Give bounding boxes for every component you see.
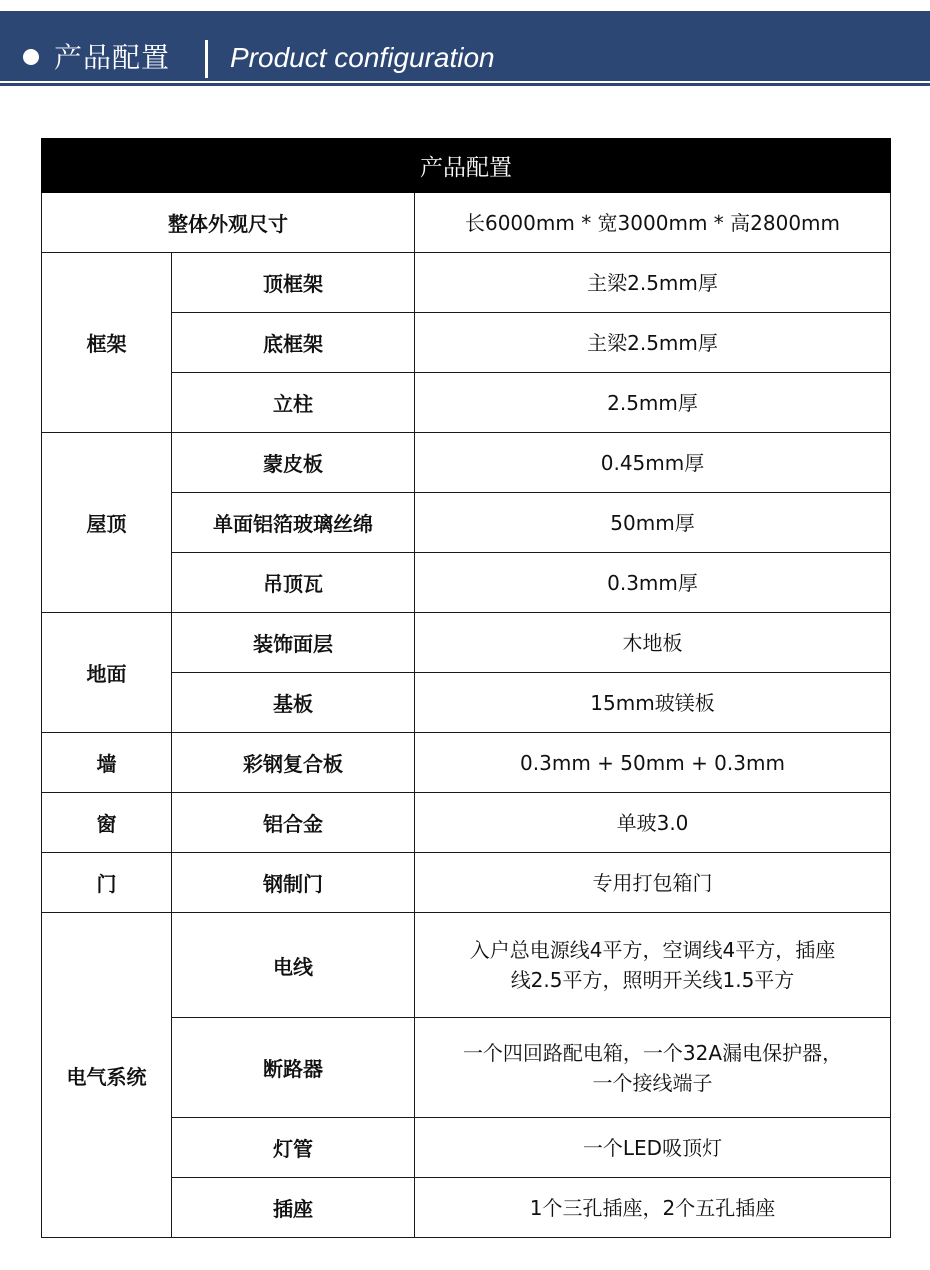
title-divider [205,40,208,78]
dimensions-value: 长6000mm * 宽3000mm * 高2800mm [415,193,891,253]
item-value: 0.45mm厚 [415,433,891,493]
item-label: 灯管 [172,1118,415,1178]
category-electrical: 电气系统 [42,913,172,1238]
table-row [42,733,891,793]
item-label: 装饰面层 [172,613,415,673]
item-label: 断路器 [172,1018,415,1118]
value-line: 入户总电源线4平方，空调线4平方，插座 [469,938,836,962]
section-title-en: Product configuration [230,42,495,73]
item-value: 0.3mm厚 [415,553,891,613]
item-label: 钢制门 [172,853,415,913]
section-title-cn: 产品配置 [54,41,171,74]
item-value: 0.3mm + 50mm + 0.3mm [415,733,891,793]
item-label: 蒙皮板 [172,433,415,493]
item-value: 主梁2.5mm厚 [415,253,891,313]
item-label: 单面铝箔玻璃丝绵 [172,493,415,553]
item-value [415,913,891,1018]
value-line: 线2.5平方，照明开关线1.5平方 [510,968,795,992]
item-value: 木地板 [415,613,891,673]
category-door: 门 [42,853,172,913]
table-row [42,193,891,253]
bullet-icon [23,49,39,65]
category-window: 窗 [42,793,172,853]
category-floor: 地面 [42,613,172,733]
value-line: 一个四回路配电箱，一个32A漏电保护器， [462,1040,843,1065]
item-value: 主梁2.5mm厚 [415,313,891,373]
item-label: 吊顶瓦 [172,553,415,613]
category-wall: 墙 [42,733,172,793]
item-label: 插座 [172,1178,415,1238]
table-heading: 产品配置 [42,139,891,193]
item-label: 立柱 [172,373,415,433]
table-row [42,853,891,913]
table-row [42,793,891,853]
item-value: 专用打包箱门 [415,853,891,913]
category-roof: 屋顶 [42,433,172,613]
item-label: 基板 [172,673,415,733]
item-value: 15mm玻镁板 [415,673,891,733]
table-row [42,913,891,1018]
table-row [42,613,891,673]
item-label: 彩钢复合板 [172,733,415,793]
item-value: 单玻3.0 [415,793,891,853]
dimensions-label: 整体外观尺寸 [42,193,415,253]
item-value: 一个LED吸顶灯 [415,1118,891,1178]
table-header-row [42,139,891,193]
category-frame: 框架 [42,253,172,433]
header-underline [0,83,930,86]
item-value [415,1018,891,1118]
header-banner [0,11,930,81]
value-line: 一个接线端子 [592,1070,713,1095]
item-label: 铝合金 [172,793,415,853]
table-row [42,433,891,493]
item-value: 1个三孔插座，2个五孔插座 [415,1178,891,1238]
item-label: 顶框架 [172,253,415,313]
item-label: 电线 [172,913,415,1018]
product-config-table [41,138,891,1238]
table-row [42,253,891,313]
item-label: 底框架 [172,313,415,373]
item-value: 50mm厚 [415,493,891,553]
item-value: 2.5mm厚 [415,373,891,433]
